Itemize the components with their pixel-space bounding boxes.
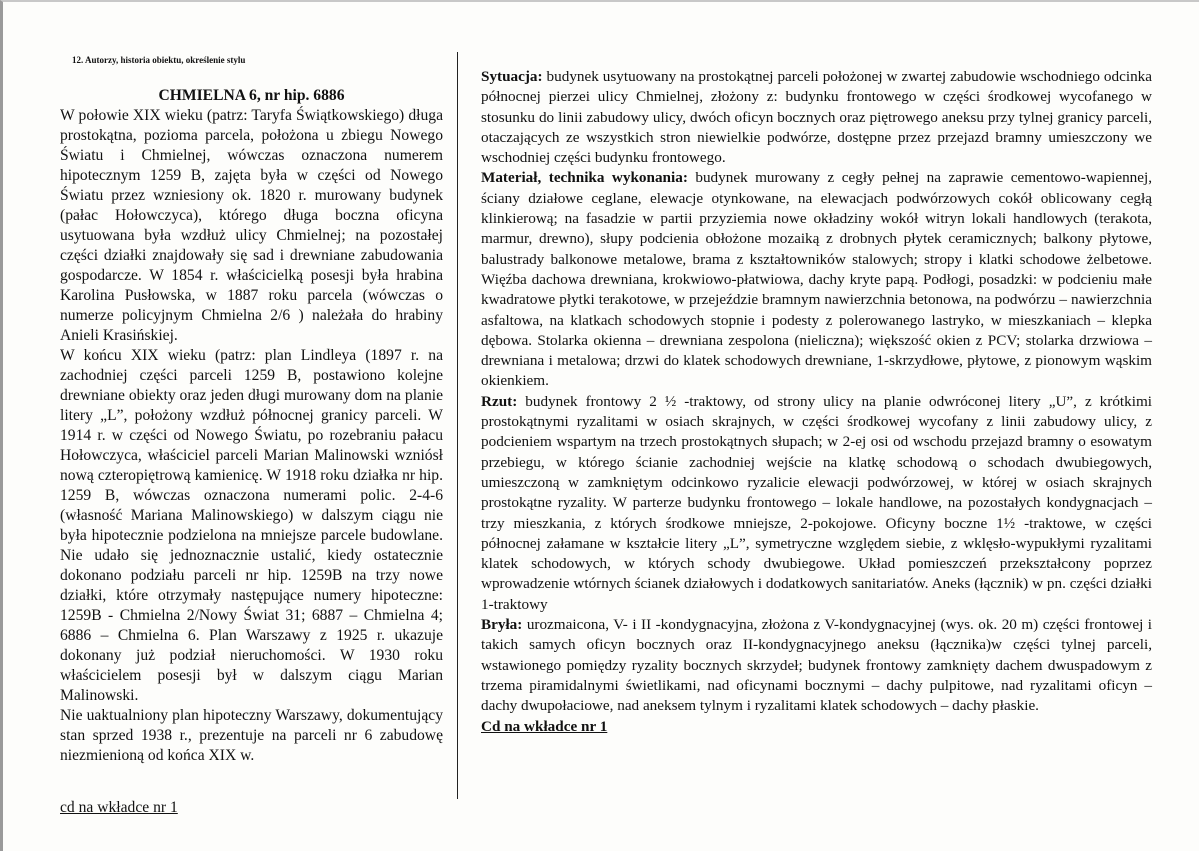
section-text: budynek murowany z cegły pełnej na zaprawie cementowo-wapiennej, ściany działowe ceglane, elewacje otynkowane, na elewacjach podwórzowych cokół oblicowany cegłą klinkierową; na fasadzie w partii przyziemia nowe okładziny wokół witryn lokali handlowych (terakota, marmur, drewno), słupy podcienia obłożone mozaiką z drobnych płytek ceramicznych; balkony płytowe, balustrady balkonowe metalowe, brama z kształtowników stalowych; stropy i klatki schodowe żelbetowe. Więźba dachowa drewniana, krokwiowo-płatwiowa, dachy kryte papą. Podłogi, posadzki: w podcieniu małe kwadratowe płytki terakotowe, w przejeździe bramnym nawierzchnia betonowa, na podwórzu – nawierzchnia asfaltowa, na klatkach schodowych stopnie i podesty z polerowanego lastryko, w mieszkaniach – klepka dębowa. Stolarka okienna – drewniana zespolona (nieliczna); większość okien z PCV; stolarka drzwiowa – drewniana i metalowa; drzwi do klatek schodowych drewniane, 1-skrzydłowe, płytowe, z pionowym wąskim okienkiem.	[481, 169, 1153, 390]
section-text: budynek frontowy 2 ½ -traktowy, od strony ulicy na planie odwróconej litery „U”, z krótkimi prostokątnymi ryzalitami w osiach skrajnych, w części środkowej wycofany z linii zabudowy ulicy, z podcieniem wspartym na trzech prostokątnych słupach; w 2-ej osi od wschodu przejazd bramny o esowatym przebiegu, w którego ścianie zachodniej wejście na klatkę schodową o schodach dwubiegowych, umieszczoną w zamkniętym odcinkowo ryzalicie elewacji podwórzowej, w której w osiach skrajnych prostokątne ryzality. W parterze budynku frontowego – lokale handlowe, na pozostałych kondygnacjach – trzy mieszkania, z których środkowe mniejsze, 2-pokojowe. Oficyny boczne 1½ -traktowe, w części północnej załamane w kształcie litery „L”, symetryczne względem siebie, z wklęsło-wypukłymi ryzalitami klatek schodowych, w których schody dwubiegowe. Układ pomieszczeń przekształcony poprzez wprowadzenie wtórnych ścianek działowych i dodatkowych sanitariatów. Aneks (łącznik) w pn. części działki 1-traktowy	[481, 392, 1152, 613]
section-text: urozmaicona, V- i II -kondygnacyjna, złożona z V-kondygnacyjnej (wys. ok. 20 m) części frontowej i takich samych oficyn bocznych oraz II-kondygnacyjnego aneksu (łącznika)w części tylnej parceli, wstawionego pomiędzy ryzality bocznych skrzydeł; budynek frontowy zamknięty dachem dwuspadowym z trzema piramidalnymi świetlikami, nad oficynami bocznymi – dachy pulpitowe, nad ryzalitami oficyn – dachy dwupołaciowe, nad aneksem tylnym i ryzalitami klatek schodowych – dachy płaskie.	[481, 616, 1152, 715]
section-sytuacja	[481, 67, 1152, 168]
section-rzut	[481, 392, 1152, 615]
section-label: Bryła:	[481, 616, 523, 634]
history-paragraph-2: W końcu XIX wieku (patrz: plan Lindleya (1897 r. na zachodniej części parceli 1259 B, postawiono kolejne drewniane obiekty oraz jeden długi murowany dom na planie litery „L”, położony wzdłuż północnej granicy parceli. W 1914 r. w części od Nowego Światu, po rozebraniu pałacu Hołowczyca, właściciel parceli Marian Malinowski wzniósł nową czteropiętrową kamienicę. W 1918 roku działka nr hip. 1259 B, wówczas oznaczona numerami polic. 2-4-6 (własność Mariana Malinowskiego) w dalszym ciągu nie była hipotecznie podzielona na mniejsze parcele budowlane. Nie udało się jednoznacznie ustalić, kiedy ostatecznie dokonano podziału parceli nr hip. 1259B na trzy nowe działki, które otrzymały następujące numery hipoteczne: 1259B - Chmielna 2/Nowy Świat 31; 6887 – Chmielna 4; 6886 – Chmielna 6. Plan Warszawy z 1925 r. ukazuje dokonany już podział nieruchomości. W 1930 roku właścicielem posesji był w dalszym ciągu Marian Malinowski.	[60, 347, 443, 704]
section-label: Rzut:	[481, 392, 518, 410]
continuation-link-left[interactable]: cd na wkładce nr 1	[60, 799, 178, 816]
section-text: budynek usytuowany na prostokątnej parceli położonej w zwartej zabudowie wschodniego odcinka północnej pierzei ulicy Chmielnej, złożony z: budynku frontowego w części środkowej wycofanego w stosunku do linii zabudowy ulicy, dwóch oficyn bocznych oraz piętrowego aneksu przy tylnej granicy parceli, otaczających ze wszystkich stron niewielkie podwórze, dostępne przez przejazd bramny umieszczony we wschodniej części budynku frontowego.	[481, 68, 1152, 167]
section-bryla	[481, 615, 1152, 716]
section-label: Materiał, technika wykonania:	[481, 169, 688, 187]
right-column	[481, 67, 1152, 737]
history-paragraph-1: W połowie XIX wieku (patrz: Taryfa Świątkowskiego) długa prostokątna, pozioma parcela, położona u zbiegu Nowego Światu i Chmielnej, wówczas oznaczona numerem hipotecznym 1259 B, zajęta była w części od Nowego Światu przez wzniesiony ok. 1820 r. murowany budynek (pałac Hołowczyca), którego długa boczna oficyna usytuowana była wzdłuż ulicy Chmielnej; na pozostałej części działki znajdowały się sad i drewniane zabudowania gospodarcze. W 1854 r. właścicielką posesji była hrabina Karolina Pusłowska, w 1887 roku parcela (wówczas o numerze policyjnym Chmielna 2/6 ) należała do hrabiny Anieli Krasińskiej.	[60, 107, 443, 344]
section-material	[481, 168, 1152, 391]
history-paragraph-3: Nie uaktualniony plan hipoteczny Warszawy, dokumentujący stan sprzed 1938 r., prezentuje na parceli nr 6 zabudowę niezmienioną od końca XIX w.	[60, 707, 443, 764]
column-divider	[457, 52, 458, 799]
continuation-link-right[interactable]: Cd na wkładce nr 1	[481, 717, 608, 735]
document-title: CHMIELNA 6, nr hip. 6886	[158, 87, 345, 104]
section-label: Sytuacja:	[481, 68, 543, 85]
left-column	[60, 86, 443, 816]
section-header-note: 12. Autorzy, historia obiektu, określenie stylu	[72, 55, 246, 65]
